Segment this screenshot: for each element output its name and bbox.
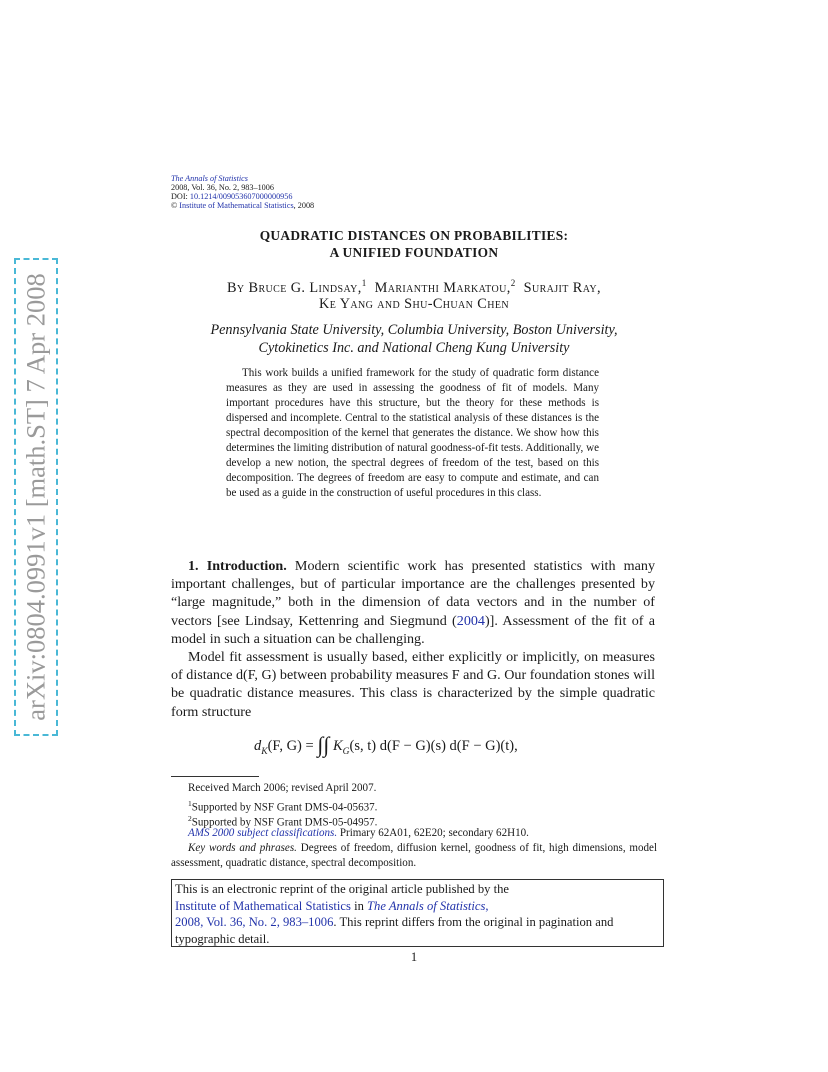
double-integral-symbol: ∫∫	[317, 732, 330, 757]
keywords-text: Degrees of freedom, diffusion kernel, goodness of fit, high dimensions, model assessment, quadratic distance, spectral decomposition.	[171, 842, 658, 869]
footnote-2-text: Supported by NSF Grant DMS-05-04957.	[191, 816, 378, 829]
intro-paragraph-2: Model fit assessment is usually based, either explicitly or implicitly, on measures of distance d(F, G) between probability measures F and G. Our foundation stones will be quadratic distance measures. This class is characterized by the simple quadratic form structure	[171, 649, 655, 720]
intro-p1-part-a: Modern scientific work has presented statistics with many important challenges, but of particular importance are the challenges presented by “large magnitude,” both in the dimension of data vectors and in the number of vectors [see Lindsay, Kettenring and Siegmund (	[171, 558, 655, 629]
reprint-volume-link[interactable]: 2008, Vol. 36, No. 2, 983–1006	[175, 915, 334, 930]
journal-copyright	[171, 201, 314, 210]
affiliation-line-2: Cytokinetics Inc. and National Cheng Kung University	[258, 340, 570, 356]
author-lindsay: Bruce G. Lindsay,	[248, 279, 362, 296]
author-markatou-footnote: 2	[510, 278, 516, 288]
eq-lhs-args: (F, G) =	[267, 738, 314, 754]
reprint-notice	[171, 879, 664, 947]
section-heading: 1. Introduction.	[188, 558, 287, 574]
by-label: By	[226, 279, 249, 296]
eq-rhs: (s, t) d(F − G)(s) d(F − G)(t),	[349, 738, 518, 754]
eq-lhs-sub: K	[261, 746, 268, 757]
intro-paragraph-1	[171, 557, 655, 648]
authors-line-2: Ke Yang and Shu-Chuan Chen	[319, 296, 509, 312]
paper-title-line-2: A UNIFIED FOUNDATION	[329, 245, 499, 260]
ams-classification	[188, 826, 674, 841]
copyright-symbol: ©	[171, 201, 178, 210]
ams-link[interactable]: AMS 2000 subject classifications.	[188, 827, 338, 839]
journal-volume: 2008, Vol. 36, No. 2, 983–1006	[171, 183, 274, 192]
authors-line-1	[0, 278, 828, 297]
footnote-1-text: Supported by NSF Grant DMS-04-05637.	[191, 801, 378, 814]
page-number: 1	[410, 950, 418, 964]
eq-kernel-sub: G	[342, 746, 350, 757]
eq-lhs: d	[254, 738, 262, 754]
journal-doi	[171, 192, 292, 201]
arxiv-identifier[interactable]: arXiv:0804.0991v1 [math.ST] 7 Apr 2008	[20, 273, 51, 721]
reprint-line-1: This is an electronic reprint of the original article published by the	[175, 882, 509, 896]
reprint-ims-link[interactable]: Institute of Mathematical Statistics	[175, 898, 351, 913]
introduction-section	[171, 557, 655, 721]
footnote-2-mark: 2	[188, 814, 192, 823]
abstract-text: This work builds a unified framework for the study of quadratic form distance measures as they are used in assessing the goodness of fit of models. Many important procedures have this structure, but the theory for these methods is dispersed and incomplete. Central to the statistical analysis of these distances is the spectral decomposition of the kernel that generates the distance. We show how this determines the limiting distribution of natural goodness-of-fit tests. Additionally, we develop a new notion, the spectral degrees of freedom of the test, based on this decomposition. The degrees of freedom are easy to compute and estimate, and can be used as a guide in the construction of useful procedures in this class.	[226, 367, 599, 499]
author-lindsay-footnote: 1	[361, 278, 367, 288]
footnote-1-mark: 1	[188, 799, 192, 808]
reprint-in: in	[350, 898, 368, 913]
reprint-journal-link[interactable]: The Annals of Statistics	[367, 898, 486, 913]
author-markatou: Marianthi Markatou,	[374, 279, 511, 296]
ams-codes: Primary 62A01, 62E20; secondary 62H10.	[337, 827, 529, 839]
affiliation-line-1: Pennsylvania State University, Columbia University, Boston University,	[210, 322, 618, 338]
reprint-rest: . This reprint differs from the original in pagination and typographic detail.	[175, 915, 614, 946]
eq-kernel: K	[333, 738, 343, 754]
quadratic-distance-equation	[254, 730, 518, 757]
ims-link[interactable]: Institute of Mathematical Statistics	[179, 201, 294, 210]
abstract	[226, 366, 599, 501]
paper-title-line-1: QUADRATIC DISTANCES ON PROBABILITIES:	[259, 228, 569, 243]
footnote-rule	[171, 776, 259, 777]
keywords	[171, 841, 657, 871]
journal-name[interactable]: The Annals of Statistics	[171, 174, 248, 183]
doi-link[interactable]: 10.1214/009053607000000956	[189, 192, 293, 201]
citation-link[interactable]: 2004	[456, 612, 485, 629]
intro-p1-part-b: )]. Assessment of the fit of a model in such a situation can be challenging.	[171, 612, 655, 647]
doi-prefix: DOI:	[171, 192, 190, 201]
author-ray: Surajit Ray,	[523, 279, 601, 296]
copyright-year: , 2008	[293, 201, 315, 210]
received-dates: Received March 2006; revised April 2007.	[188, 782, 377, 794]
keywords-label: Key words and phrases.	[188, 842, 297, 854]
reprint-comma: ,	[485, 898, 489, 913]
